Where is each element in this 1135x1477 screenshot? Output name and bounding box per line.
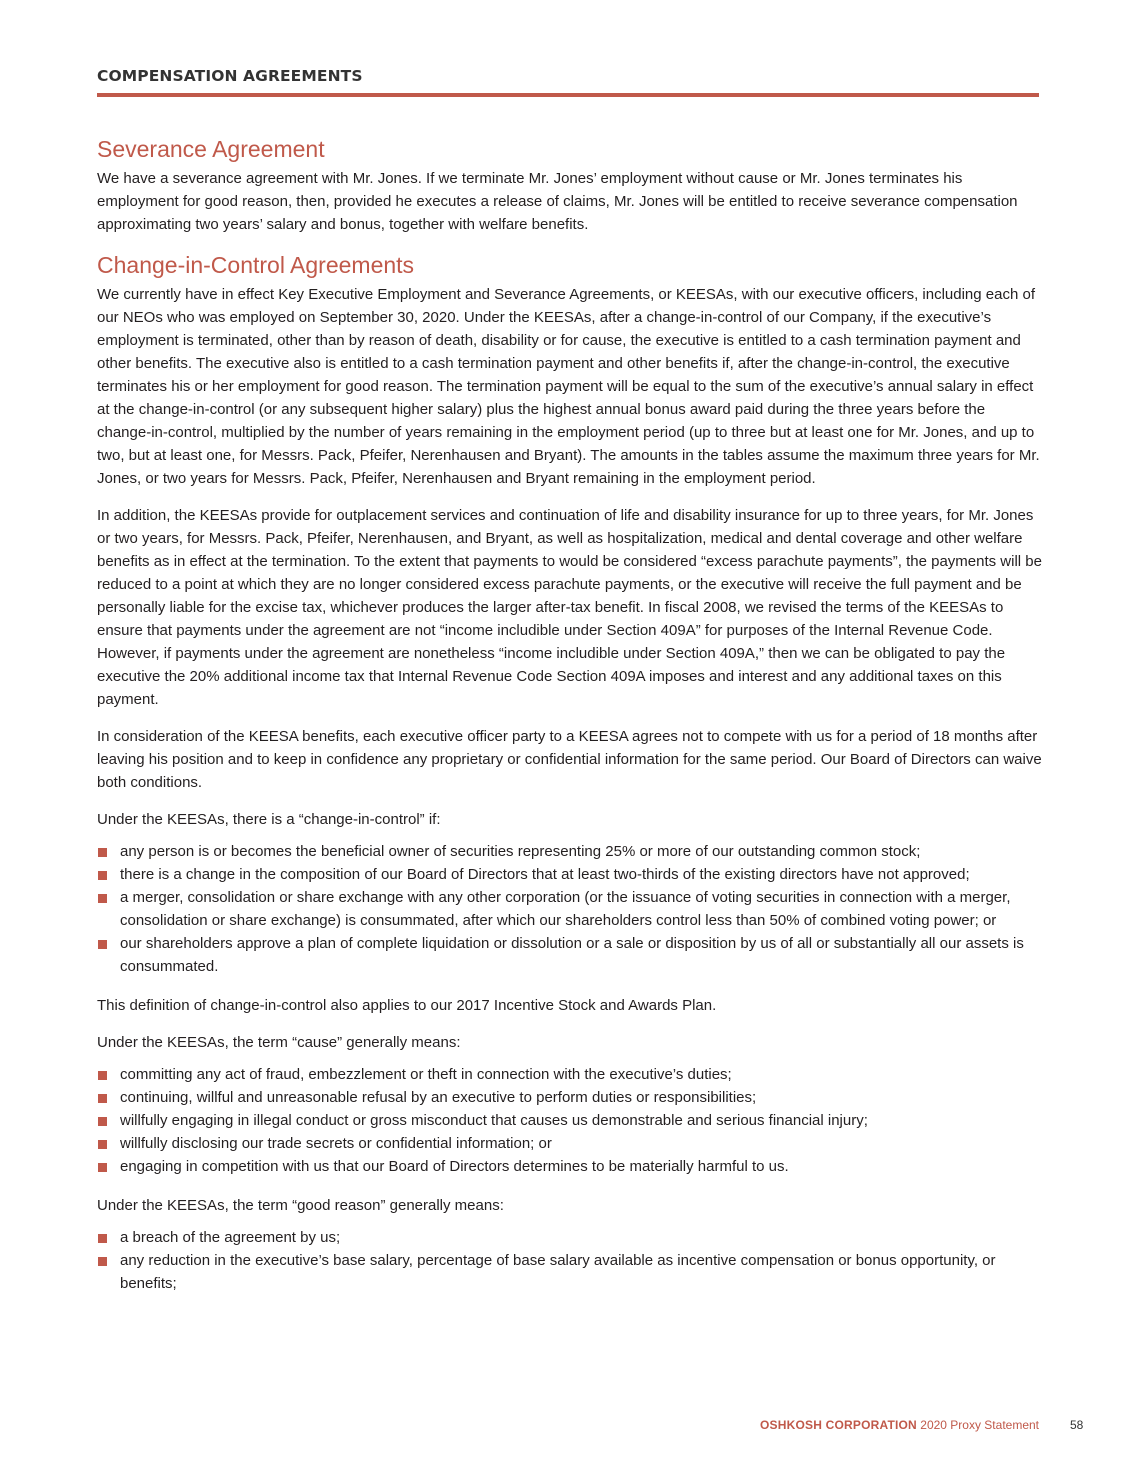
list-item-text: any person is or becomes the beneficial owner of securities representing 25% or more of our outstanding common stock; bbox=[120, 843, 921, 860]
keesa-benefits-paragraph: In addition, the KEESAs provide for outplacement services and continuation of life and disability insurance for up to three years, for Mr. Jones or two years, for Messrs. Pack, Pfeifer, Nerenhausen, and Bryant, as well as hospitalization, medical and dental coverage and other welfare benefits as in effect at the termination. To the extent that payments to would be considered “excess parachute payments”, the payments will be reduced to a point at which they are no longer considered excess parachute payments, or the executive will receive the full payment and be personally liable for the excise tax, whichever produces the larger after-tax benefit. In fiscal 2008, we revised the terms of the KEESAs to ensure that payments under the agreement are not “income includible under Section 409A” for purposes of the Internal Revenue Code. However, if payments under the agreement are nonetheless “income includible under Section 409A,” then we can be obligated to pay the executive the 20% additional income tax that Internal Revenue Code Section 409A imposes and interest and any additional taxes on this payment. bbox=[97, 507, 1042, 708]
list-item bbox=[97, 1132, 1042, 1155]
keesa-paragraph: We currently have in effect Key Executive Employment and Severance Agreements, or KEESAs, with our executive officers, including each of our NEOs who was employed on September 30, 2020. Under the KEESAs, after a change-in-control of our Company, if the executive’s employment is terminated, other than by reason of death, disability or for cause, the executive is entitled to a cash termination payment and other benefits. The executive also is entitled to a cash termination payment and other benefits if, after the change-in-control, the executive terminates his or her employment for good reason. The termination payment will be equal to the sum of the executive’s annual salary in effect at the change-in-control (or any subsequent higher salary) plus the highest annual bonus award paid during the three years before the change-in-control, multiplied by the number of years remaining in the employment period (up to three but at least one for Mr. Jones, and up to two, but at least one, for Messrs. Pack, Pfeifer, Nerenhausen and Bryant). The amounts in the tables assume the maximum three years for Mr. Jones, or two years for Messrs. Pack, Pfeifer, Nerenhausen and Bryant remaining in the employment period. bbox=[97, 286, 1040, 487]
footer-company: OSHKOSH CORPORATION bbox=[760, 1418, 917, 1432]
square-bullet-icon bbox=[98, 1117, 107, 1126]
section-header: COMPENSATION AGREEMENTS bbox=[97, 67, 363, 85]
square-bullet-icon bbox=[98, 1163, 107, 1172]
list-item-text: our shareholders approve a plan of complete liquidation or dissolution or a sale or disposition by us of all or substantially all our assets is consummated. bbox=[120, 935, 1024, 975]
header-rule bbox=[97, 93, 1039, 97]
main-content bbox=[97, 134, 1042, 1295]
good-reason-bullet-list bbox=[97, 1226, 1042, 1295]
square-bullet-icon bbox=[98, 1071, 107, 1080]
list-item bbox=[97, 1063, 1042, 1086]
square-bullet-icon bbox=[98, 1257, 107, 1266]
list-item-text: engaging in competition with us that our Board of Directors determines to be materially harmful to us. bbox=[120, 1158, 789, 1175]
cic-bullet-list bbox=[97, 840, 1042, 978]
list-item bbox=[97, 1155, 1042, 1178]
square-bullet-icon bbox=[98, 1140, 107, 1149]
list-item bbox=[97, 863, 1042, 886]
definition-note: This definition of change-in-control also applies to our 2017 Incentive Stock and Awards Plan. bbox=[97, 997, 717, 1014]
square-bullet-icon bbox=[98, 848, 107, 857]
severance-heading: Severance Agreement bbox=[97, 136, 325, 162]
list-item-text: continuing, willful and unreasonable refusal by an executive to perform duties or responsibilities; bbox=[120, 1089, 757, 1106]
severance-paragraph: We have a severance agreement with Mr. Jones. If we terminate Mr. Jones’ employment without cause or Mr. Jones terminates his employment for good reason, then, provided he executes a release of claims, Mr. Jones will be entitled to receive severance compensation approximating two years’ salary and bonus, together with welfare benefits. bbox=[97, 170, 1018, 233]
footer bbox=[760, 1418, 1039, 1432]
square-bullet-icon bbox=[98, 1094, 107, 1103]
cause-intro: Under the KEESAs, the term “cause” generally means: bbox=[97, 1034, 461, 1051]
list-item bbox=[97, 840, 1042, 863]
good-reason-intro: Under the KEESAs, the term “good reason” generally means: bbox=[97, 1197, 504, 1214]
change-in-control-heading: Change-in-Control Agreements bbox=[97, 252, 415, 278]
non-compete-paragraph: In consideration of the KEESA benefits, each executive officer party to a KEESA agrees not to compete with us for a period of 18 months after leaving his position and to keep in confidence any proprietary or confidential information for the same period. Our Board of Directors can waive both conditions. bbox=[97, 728, 1042, 791]
square-bullet-icon bbox=[98, 894, 107, 903]
square-bullet-icon bbox=[98, 940, 107, 949]
list-item bbox=[97, 932, 1042, 978]
list-item-text: any reduction in the executive’s base salary, percentage of base salary available as incentive compensation or bonus opportunity, or benefits; bbox=[120, 1252, 996, 1292]
list-item bbox=[97, 1109, 1042, 1132]
list-item bbox=[97, 1086, 1042, 1109]
list-item bbox=[97, 1226, 1042, 1249]
list-item-text: committing any act of fraud, embezzlement or theft in connection with the executive’s duties; bbox=[120, 1066, 732, 1083]
list-item-text: a breach of the agreement by us; bbox=[120, 1229, 341, 1246]
list-item bbox=[97, 886, 1042, 932]
page-number: 58 bbox=[1070, 1418, 1084, 1432]
list-item-text: a merger, consolidation or share exchange with any other corporation (or the issuance of voting securities in connection with a merger, consolidation or share exchange) is consummated, after which our shareholders control less than 50% of combined voting power; or bbox=[120, 889, 1011, 929]
list-item-text: there is a change in the composition of our Board of Directors that at least two-thirds of the existing directors have not approved; bbox=[120, 866, 970, 883]
square-bullet-icon bbox=[98, 1234, 107, 1243]
cause-bullet-list bbox=[97, 1063, 1042, 1178]
list-item-text: willfully disclosing our trade secrets or confidential information; or bbox=[120, 1135, 552, 1152]
square-bullet-icon bbox=[98, 871, 107, 880]
footer-document: 2020 Proxy Statement bbox=[920, 1418, 1039, 1432]
list-item-text: willfully engaging in illegal conduct or gross misconduct that causes us demonstrable and serious financial injury; bbox=[120, 1112, 868, 1129]
list-item bbox=[97, 1249, 1042, 1295]
cic-intro: Under the KEESAs, there is a “change-in-control” if: bbox=[97, 811, 441, 828]
